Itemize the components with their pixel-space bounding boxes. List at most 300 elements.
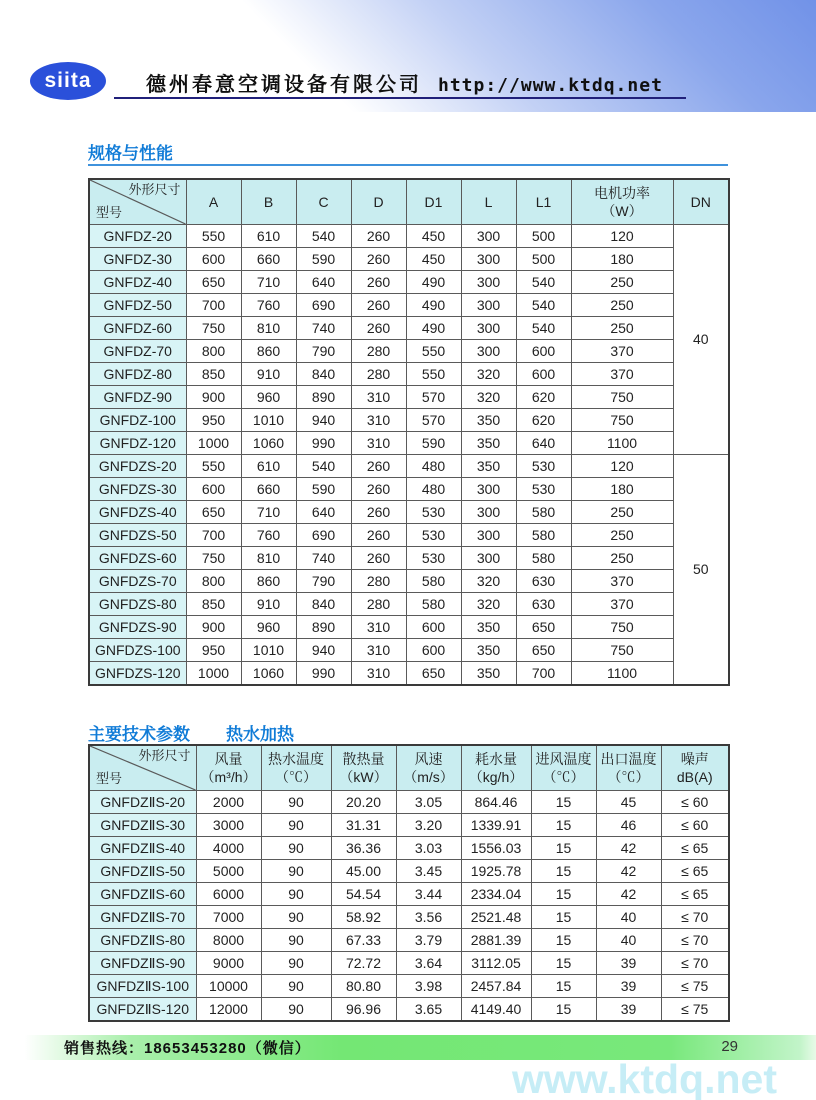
value-cell: 280 [351,340,406,363]
value-cell: 3.65 [396,998,461,1022]
value-cell: 700 [186,524,241,547]
company-name: 德州春意空调设备有限公司 [146,74,422,96]
value-cell: 120 [571,225,673,248]
value-cell: ≤ 70 [661,952,729,975]
value-cell: 650 [186,501,241,524]
value-cell: 310 [351,386,406,409]
value-cell: 300 [461,524,516,547]
value-cell: 90 [261,975,331,998]
table-row [89,225,729,248]
value-cell: 36.36 [331,837,396,860]
table-row [89,952,729,975]
value-cell: 540 [516,294,571,317]
value-cell: 2881.39 [461,929,531,952]
value-cell: 300 [461,248,516,271]
value-cell: 42 [596,860,661,883]
value-cell: 90 [261,860,331,883]
column-header: 散热量 （kW） [331,745,396,791]
value-cell: 15 [531,860,596,883]
corner-label-dimensions: 外形尺寸 [128,182,181,197]
value-cell: 660 [241,248,296,271]
table-row [89,432,729,455]
value-cell: 800 [186,570,241,593]
model-cell: GNFDZ-40 [89,271,186,294]
value-cell: 550 [406,340,461,363]
value-cell: ≤ 75 [661,998,729,1022]
value-cell: 320 [461,593,516,616]
value-cell: 1925.78 [461,860,531,883]
value-cell: 15 [531,814,596,837]
value-cell: 260 [351,478,406,501]
value-cell: 2457.84 [461,975,531,998]
value-cell: 300 [461,317,516,340]
value-cell: 1010 [241,639,296,662]
value-cell: 1000 [186,662,241,686]
value-cell: 310 [351,639,406,662]
value-cell: 910 [241,593,296,616]
value-cell: ≤ 65 [661,860,729,883]
value-cell: ≤ 70 [661,906,729,929]
value-cell: 39 [596,998,661,1022]
value-cell: 650 [516,639,571,662]
value-cell: 690 [296,294,351,317]
value-cell: 640 [296,501,351,524]
corner-header-cell [89,179,186,225]
table-row [89,837,729,860]
section-title-specs: 规格与性能 [88,144,173,163]
value-cell: 540 [296,455,351,478]
value-cell: 350 [461,662,516,686]
value-cell: 300 [461,340,516,363]
value-cell: 580 [406,570,461,593]
value-cell: 540 [516,317,571,340]
table-row [89,593,729,616]
section-title-underline [88,164,728,166]
value-cell: 260 [351,317,406,340]
value-cell: 90 [261,952,331,975]
table-row [89,501,729,524]
column-header: D1 [406,179,461,225]
value-cell: 910 [241,363,296,386]
params-subtitle: 热水加热 [226,725,294,744]
value-cell: 3.79 [396,929,461,952]
value-cell: 7000 [196,906,261,929]
value-cell: 500 [516,225,571,248]
model-cell: GNFDZS-40 [89,501,186,524]
value-cell: 990 [296,662,351,686]
value-cell: 940 [296,639,351,662]
model-cell: GNFDZ-50 [89,294,186,317]
corner-label-model: 型号 [96,205,123,221]
column-header: DN [673,179,729,225]
value-cell: 750 [571,616,673,639]
model-cell: GNFDZⅡS-40 [89,837,196,860]
table-row [89,883,729,906]
table-row [89,616,729,639]
value-cell: 42 [596,837,661,860]
technical-parameters-table [88,744,730,1022]
dimensions-table [88,178,730,686]
model-cell: GNFDZ-30 [89,248,186,271]
value-cell: 480 [406,455,461,478]
corner-label-model: 型号 [96,771,123,787]
value-cell: 710 [241,501,296,524]
value-cell: 280 [351,593,406,616]
value-cell: 15 [531,837,596,860]
page-number: 29 [721,1038,738,1055]
value-cell: 600 [406,639,461,662]
model-cell: GNFDZ-80 [89,363,186,386]
value-cell: 750 [186,547,241,570]
value-cell: 260 [351,225,406,248]
value-cell: 1010 [241,409,296,432]
value-cell: 3000 [196,814,261,837]
model-cell: GNFDZS-50 [89,524,186,547]
value-cell: 350 [461,639,516,662]
value-cell: 15 [531,906,596,929]
value-cell: 1060 [241,662,296,686]
value-cell: 600 [516,363,571,386]
value-cell: 1060 [241,432,296,455]
value-cell: 760 [241,294,296,317]
value-cell: 750 [571,386,673,409]
table-row [89,294,729,317]
value-cell: 8000 [196,929,261,952]
table-row [89,455,729,478]
value-cell: 890 [296,386,351,409]
value-cell: 250 [571,271,673,294]
value-cell: 600 [186,478,241,501]
value-cell: 1000 [186,432,241,455]
value-cell: ≤ 65 [661,883,729,906]
table-row [89,363,729,386]
value-cell: 550 [186,225,241,248]
value-cell: 45.00 [331,860,396,883]
value-cell: 90 [261,883,331,906]
value-cell: 890 [296,616,351,639]
value-cell: 710 [241,271,296,294]
company-line [146,68,663,97]
params-title: 主要技术参数 [88,725,190,744]
dimensions-table-body [89,225,729,686]
value-cell: 620 [516,409,571,432]
value-cell: 790 [296,340,351,363]
value-cell: 310 [351,432,406,455]
value-cell: 250 [571,294,673,317]
value-cell: 120 [571,455,673,478]
value-cell: 940 [296,409,351,432]
value-cell: 1556.03 [461,837,531,860]
table-row [89,386,729,409]
value-cell: 96.96 [331,998,396,1022]
table-row [89,906,729,929]
value-cell: 370 [571,363,673,386]
value-cell: 300 [461,294,516,317]
value-cell: 260 [351,248,406,271]
model-cell: GNFDZS-60 [89,547,186,570]
table-row [89,975,729,998]
value-cell: 260 [351,524,406,547]
table-header-row [89,745,729,791]
value-cell: 450 [406,248,461,271]
value-cell: 750 [571,409,673,432]
value-cell: 620 [516,386,571,409]
value-cell: 580 [406,593,461,616]
model-cell: GNFDZS-120 [89,662,186,686]
value-cell: 31.31 [331,814,396,837]
corner-label-dimensions: 外形尺寸 [138,748,191,763]
value-cell: 3.64 [396,952,461,975]
value-cell: 3112.05 [461,952,531,975]
model-cell: GNFDZ-120 [89,432,186,455]
table-row [89,271,729,294]
value-cell: 530 [406,524,461,547]
value-cell: 40 [596,929,661,952]
value-cell: 600 [406,616,461,639]
value-cell: 300 [461,547,516,570]
value-cell: 810 [241,317,296,340]
column-header: B [241,179,296,225]
table-row [89,929,729,952]
value-cell: 46 [596,814,661,837]
value-cell: 310 [351,662,406,686]
value-cell: 530 [406,547,461,570]
model-cell: GNFDZⅡS-30 [89,814,196,837]
value-cell: 540 [516,271,571,294]
website-watermark: www.ktdq.net [512,1056,777,1100]
value-cell: 45 [596,791,661,814]
value-cell: 490 [406,294,461,317]
table-row [89,409,729,432]
table-row [89,340,729,363]
value-cell: 550 [406,363,461,386]
value-cell: 15 [531,883,596,906]
value-cell: 610 [241,455,296,478]
value-cell: 990 [296,432,351,455]
value-cell: 320 [461,570,516,593]
value-cell: 260 [351,271,406,294]
value-cell: 3.98 [396,975,461,998]
value-cell: 370 [571,570,673,593]
table-row [89,998,729,1022]
value-cell: 900 [186,386,241,409]
value-cell: 590 [296,248,351,271]
value-cell: 320 [461,386,516,409]
value-cell: 600 [516,340,571,363]
value-cell: 90 [261,814,331,837]
column-header: D [351,179,406,225]
value-cell: ≤ 75 [661,975,729,998]
value-cell: 15 [531,998,596,1022]
value-cell: 3.44 [396,883,461,906]
value-cell: 850 [186,363,241,386]
value-cell: 3.56 [396,906,461,929]
value-cell: 864.46 [461,791,531,814]
value-cell: 300 [461,225,516,248]
value-cell: 3.05 [396,791,461,814]
value-cell: 15 [531,952,596,975]
model-cell: GNFDZ-100 [89,409,186,432]
value-cell: ≤ 60 [661,791,729,814]
value-cell: 370 [571,340,673,363]
value-cell: 450 [406,225,461,248]
value-cell: 650 [186,271,241,294]
value-cell: 610 [241,225,296,248]
column-header: 电机功率 （W） [571,179,673,225]
header-band [0,0,816,112]
dn-merged-cell: 40 [673,225,729,455]
value-cell: 320 [461,363,516,386]
value-cell: 370 [571,593,673,616]
table-row [89,791,729,814]
value-cell: ≤ 60 [661,814,729,837]
value-cell: 10000 [196,975,261,998]
value-cell: 54.54 [331,883,396,906]
value-cell: 580 [516,501,571,524]
value-cell: 300 [461,478,516,501]
value-cell: 2000 [196,791,261,814]
corner-header-cell [89,745,196,791]
value-cell: 650 [406,662,461,686]
value-cell: 260 [351,455,406,478]
value-cell: 39 [596,975,661,998]
value-cell: 530 [516,478,571,501]
value-cell: 810 [241,547,296,570]
value-cell: 250 [571,317,673,340]
value-cell: 3.45 [396,860,461,883]
value-cell: 490 [406,271,461,294]
value-cell: 580 [516,547,571,570]
value-cell: 600 [186,248,241,271]
value-cell: 530 [516,455,571,478]
model-cell: GNFDZⅡS-20 [89,791,196,814]
value-cell: 4149.40 [461,998,531,1022]
value-cell: 860 [241,340,296,363]
value-cell: 90 [261,998,331,1022]
column-header: 风速 （m/s） [396,745,461,791]
value-cell: 490 [406,317,461,340]
column-header: 进风温度 （℃） [531,745,596,791]
column-header: 出口温度 （℃） [596,745,661,791]
value-cell: 530 [406,501,461,524]
value-cell: 350 [461,616,516,639]
value-cell: 90 [261,929,331,952]
value-cell: 350 [461,432,516,455]
model-cell: GNFDZⅡS-100 [89,975,196,998]
value-cell: 180 [571,478,673,501]
column-header: L1 [516,179,571,225]
model-cell: GNFDZⅡS-80 [89,929,196,952]
model-cell: GNFDZS-20 [89,455,186,478]
value-cell: 760 [241,524,296,547]
value-cell: 660 [241,478,296,501]
column-header: 风量 （m³/h） [196,745,261,791]
value-cell: 630 [516,570,571,593]
value-cell: 860 [241,570,296,593]
value-cell: 840 [296,363,351,386]
model-cell: GNFDZ-20 [89,225,186,248]
value-cell: 2334.04 [461,883,531,906]
value-cell: 750 [571,639,673,662]
value-cell: 260 [351,294,406,317]
value-cell: 540 [296,225,351,248]
value-cell: 3.03 [396,837,461,860]
value-cell: 740 [296,317,351,340]
value-cell: 260 [351,547,406,570]
value-cell: 310 [351,409,406,432]
model-cell: GNFDZS-100 [89,639,186,662]
value-cell: 700 [186,294,241,317]
value-cell: 3.20 [396,814,461,837]
value-cell: 750 [186,317,241,340]
table-row [89,524,729,547]
value-cell: 590 [296,478,351,501]
value-cell: 15 [531,929,596,952]
value-cell: 39 [596,952,661,975]
value-cell: 40 [596,906,661,929]
value-cell: 2521.48 [461,906,531,929]
value-cell: 640 [516,432,571,455]
value-cell: 300 [461,501,516,524]
value-cell: 300 [461,271,516,294]
model-cell: GNFDZ-70 [89,340,186,363]
value-cell: 310 [351,616,406,639]
value-cell: 250 [571,501,673,524]
value-cell: 590 [406,432,461,455]
model-cell: GNFDZⅡS-50 [89,860,196,883]
value-cell: 350 [461,409,516,432]
model-cell: GNFDZⅡS-120 [89,998,196,1022]
value-cell: 570 [406,386,461,409]
value-cell: 650 [516,616,571,639]
value-cell: 6000 [196,883,261,906]
value-cell: 630 [516,593,571,616]
value-cell: 250 [571,547,673,570]
value-cell: 790 [296,570,351,593]
value-cell: 90 [261,837,331,860]
value-cell: 5000 [196,860,261,883]
value-cell: 72.72 [331,952,396,975]
column-header: C [296,179,351,225]
value-cell: 1339.91 [461,814,531,837]
value-cell: 250 [571,524,673,547]
brand-logo [30,62,106,100]
model-cell: GNFDZ-60 [89,317,186,340]
value-cell: 800 [186,340,241,363]
value-cell: 1100 [571,662,673,686]
value-cell: 260 [351,501,406,524]
value-cell: ≤ 70 [661,929,729,952]
value-cell: 550 [186,455,241,478]
value-cell: 80.80 [331,975,396,998]
value-cell: 640 [296,271,351,294]
model-cell: GNFDZS-80 [89,593,186,616]
table-row [89,639,729,662]
value-cell: 570 [406,409,461,432]
dn-merged-cell: 50 [673,455,729,686]
model-cell: GNFDZS-90 [89,616,186,639]
model-cell: GNFDZS-30 [89,478,186,501]
value-cell: 700 [516,662,571,686]
value-cell: 4000 [196,837,261,860]
value-cell: 180 [571,248,673,271]
value-cell: 1100 [571,432,673,455]
table-row [89,478,729,501]
value-cell: 90 [261,791,331,814]
value-cell: 280 [351,363,406,386]
value-cell: 480 [406,478,461,501]
value-cell: 900 [186,616,241,639]
